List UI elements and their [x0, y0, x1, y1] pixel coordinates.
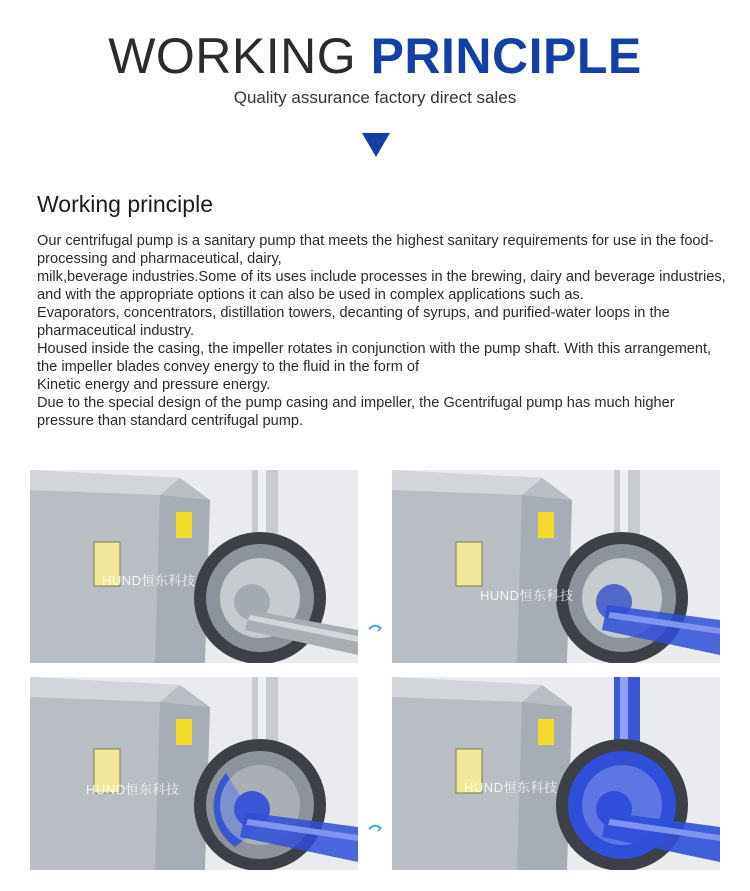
- paragraph: Due to the special design of the pump casing and impeller, the Gcentrifugal pump has much higher pressure than standard centrifugal pump.: [37, 395, 675, 429]
- arrow-link-icon: [368, 623, 382, 633]
- subtitle: Quality assurance factory direct sales: [233, 88, 517, 107]
- header: [0, 28, 750, 84]
- section-body: [37, 232, 727, 430]
- pump-image-4: [392, 677, 720, 870]
- section-title: Working principle: [37, 191, 213, 217]
- watermark: HUND恒东科技: [464, 780, 558, 795]
- pump-image-1: [30, 470, 358, 663]
- paragraph: Kinetic energy and pressure energy.: [37, 377, 271, 393]
- watermark: HUND恒东科技: [102, 573, 196, 588]
- watermark: HUND恒东科技: [480, 588, 574, 603]
- down-arrow-icon: [362, 133, 390, 157]
- pump-image-2: [392, 470, 720, 663]
- paragraph: milk,beverage industries.Some of its uses include processes in the brewing, dairy and beverage industries, and with the appropriate options it can also be used in complex applications such as.: [37, 269, 726, 303]
- pump-image-3: [30, 677, 358, 870]
- page-title: [0, 28, 750, 84]
- paragraph: Housed inside the casing, the impeller rotates in conjunction with the pump shaft. With this arrangement, the impeller blades convey energy to the fluid in the form of: [37, 341, 712, 375]
- watermark: HUND恒东科技: [86, 782, 180, 797]
- paragraph: Our centrifugal pump is a sanitary pump that meets the highest sanitary requirements for use in the food-processing and pharmaceutical, dairy,: [37, 233, 714, 267]
- title-light: WORKING: [108, 28, 357, 84]
- title-bold: PRINCIPLE: [370, 28, 642, 84]
- paragraph: Evaporators, concentrators, distillation towers, decanting of syrups, and purified-water loops in the pharmaceutical industry.: [37, 305, 670, 339]
- arrow-link-icon: [368, 823, 382, 833]
